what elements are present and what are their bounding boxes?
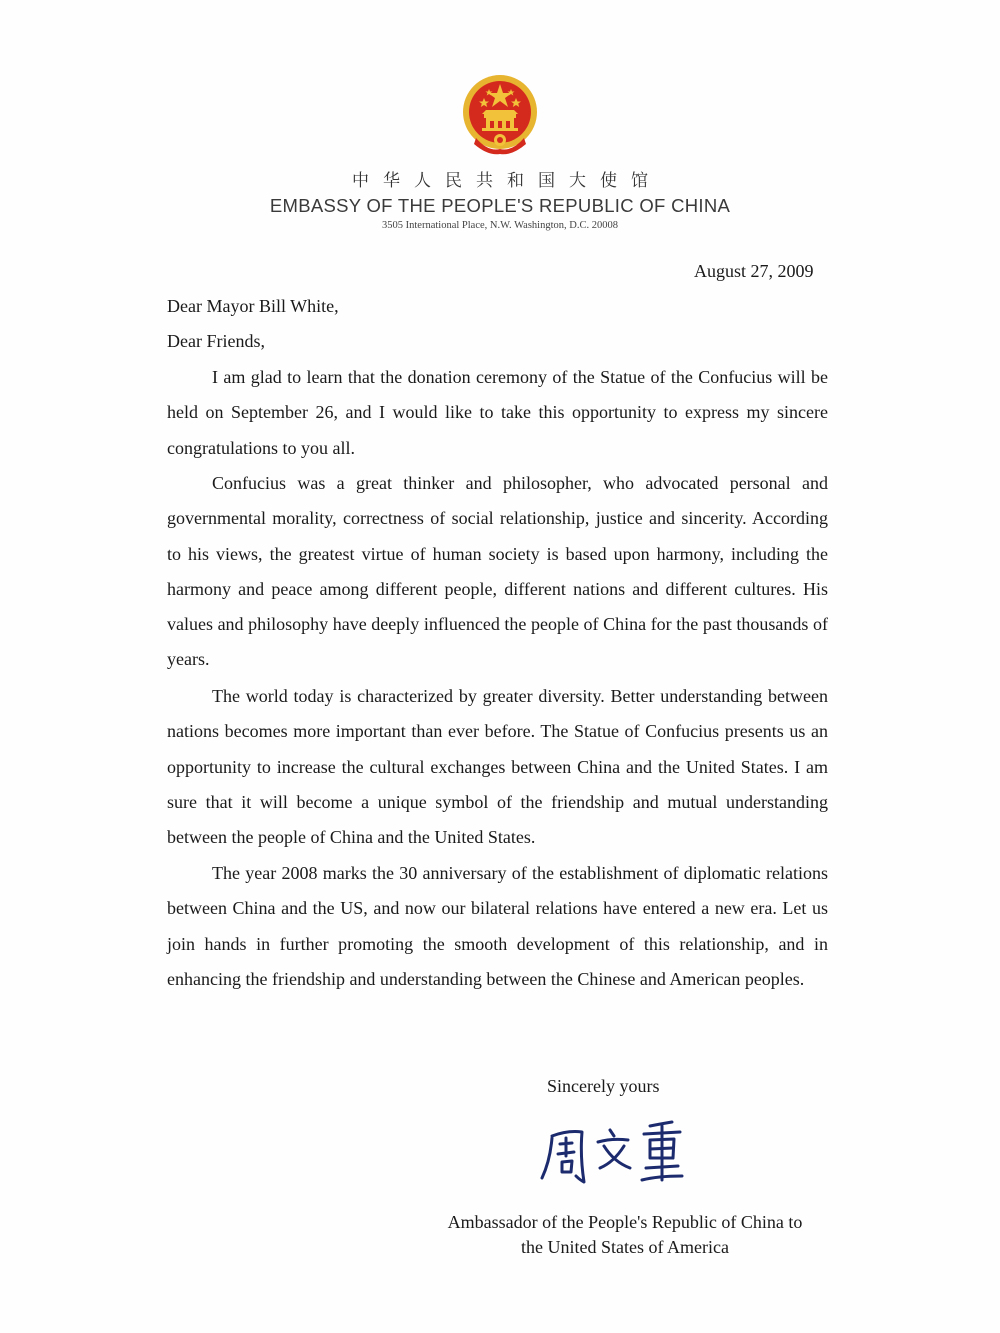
paragraph-text: Confucius was a great thinker and philosopher, who advocated personal and governmental morality, correctness of social relationship, justice and sincerity. According to his views, the greatest virtue of human society is based upon harmony, including the harmony and peace among different people, different nations and different cultures. His values and philosophy have deeply influenced the people of China for the past thousands of years. xyxy=(167,473,828,670)
paragraph-text: The year 2008 marks the 30 anniversary of the establishment of diplomatic relations between China and the US, and now our bilateral relations have entered a new era. Let us join hands in further promoting the smooth development of this relationship, and in enhancing the friendship and understanding between the Chinese and American peoples. xyxy=(167,863,828,989)
salutation-mayor: Dear Mayor Bill White, xyxy=(167,296,339,316)
embassy-address: 3505 International Place, N.W. Washington, D.C. 20008 xyxy=(382,220,618,231)
national-emblem-icon xyxy=(460,72,540,156)
signer-title-line-1: Ambassador of the People's Republic of China to xyxy=(447,1212,803,1232)
embassy-english-name: EMBASSY OF THE PEOPLE'S REPUBLIC OF CHINA xyxy=(269,195,731,216)
letter-date: August 27, 2009 xyxy=(694,261,814,281)
salutation-friends: Dear Friends, xyxy=(167,331,265,351)
letter-paragraph-3 xyxy=(167,679,828,855)
paragraph-text: I am glad to learn that the donation ceremony of the Statue of the Confucius will be held on September 26, and I would like to take this opportunity to express my sincere congratulations to you all. xyxy=(167,367,828,458)
handwritten-signature-icon xyxy=(538,1116,688,1188)
paragraph-text: The world today is characterized by greater diversity. Better understanding between nations becomes more important than ever before. The Statue of Confucius presents us an opportunity to increase the cultural exchanges between China and the United States. I am sure that it will become a unique symbol of the friendship and mutual understanding between the people of China and the United States. xyxy=(167,686,828,848)
letter-closing: Sincerely yours xyxy=(547,1076,660,1096)
letter-paragraph-1 xyxy=(167,360,828,466)
letter-paragraph-4 xyxy=(167,856,828,997)
letterhead xyxy=(0,72,1000,231)
signer-title xyxy=(400,1210,850,1260)
letter-paragraph-2 xyxy=(167,466,828,678)
embassy-chinese-name: 中华人民共和国大使馆 xyxy=(352,171,662,191)
signer-title-line-2: the United States of America xyxy=(521,1237,729,1257)
